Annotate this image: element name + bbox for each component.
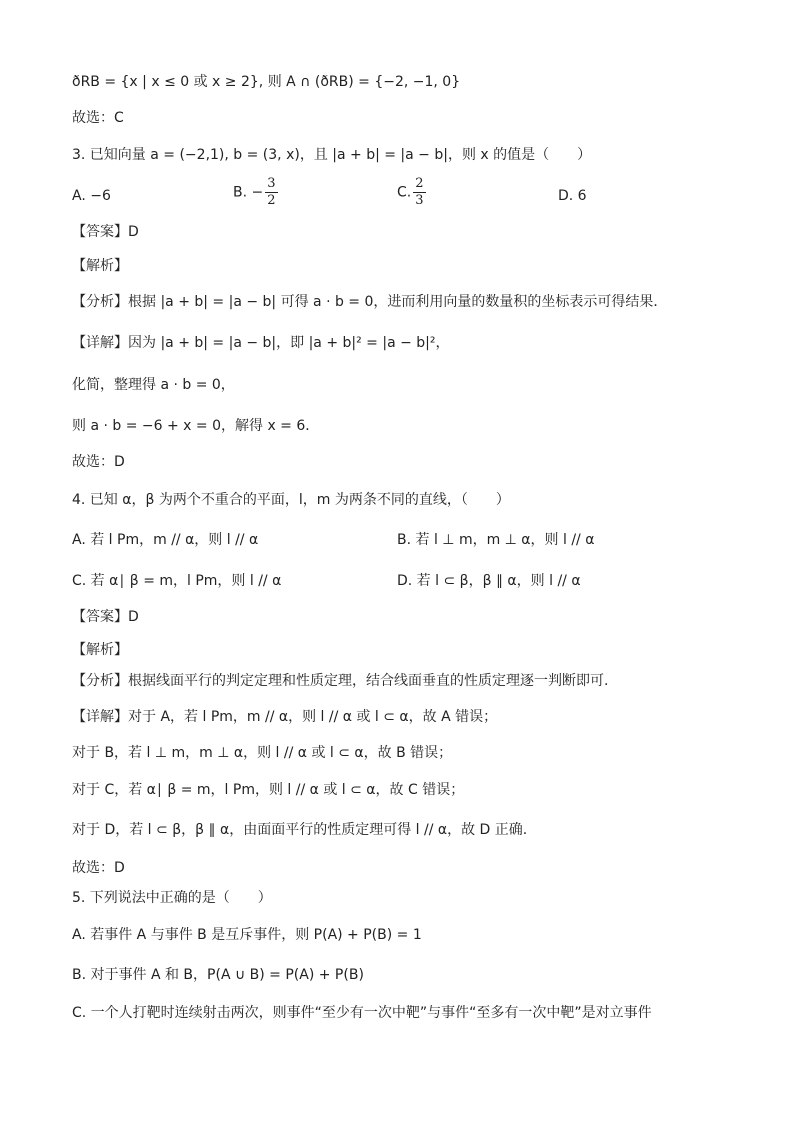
answer-choice-line: 故选：D — [72, 454, 125, 470]
fraction-numerator: 2 — [415, 176, 424, 191]
q4-option-d: D. 若 l ⊂ β，β ∥ α，则 l // α — [397, 573, 581, 589]
analysis-summary: 【分析】根据 |a + b| = |a − b| 可得 a · b = 0，进而利用向量的数量积的坐标表示可得结果． — [72, 294, 668, 310]
detailed-solution: 【详解】对于 A，若 l Pm，m // α，则 l // α 或 l ⊂ α，故 A 错误； — [72, 709, 498, 725]
fraction-numerator: 3 — [267, 176, 276, 191]
q3-option-c — [397, 176, 426, 209]
question-5-stem: 5. 下列说法中正确的是（ ） — [72, 890, 272, 906]
q3-option-a: A. −6 — [72, 188, 111, 204]
q4-option-a: A. 若 l Pm，m // α，则 l // α — [72, 532, 259, 548]
analysis-summary: 【分析】根据线面平行的判定定理和性质定理，结合线面垂直的性质定理逐一判断即可. — [72, 673, 609, 689]
answer-choice-line: 故选：D — [72, 860, 125, 876]
answer-choice-line: 故选：C — [72, 110, 124, 126]
solution-step: 对于 D，若 l ⊂ β，β ∥ α，由面面平行的性质定理可得 l // α，故 D 正确. — [72, 822, 528, 838]
fraction-denominator: 3 — [415, 193, 424, 208]
q5-option-c: C. 一个人打靶时连续射击两次，则事件“至少有一次中靶”与事件“至多有一次中靶”是对立事件 — [72, 1005, 652, 1021]
analysis-label: 【解析】 — [72, 258, 128, 274]
q3-option-c-fraction — [413, 176, 425, 209]
question-3-stem: 3. 已知向量 a = (−2,1), b = (3, x)，且 |a + b| = |a − b|，则 x 的值是（ ） — [72, 147, 592, 163]
set-complement-line: ðRB = {x | x ≤ 0 或 x ≥ 2}, 则 A ∩ (ðRB) = {−2, −1, 0} — [72, 74, 461, 90]
q3-option-d: D. 6 — [558, 188, 587, 204]
q3-option-b — [233, 176, 278, 209]
q4-option-b: B. 若 l ⊥ m，m ⊥ α，则 l // α — [397, 532, 595, 548]
question-4-stem: 4. 已知 α，β 为两个不重合的平面，l，m 为两条不同的直线，（ ） — [72, 492, 510, 508]
solution-step: 对于 C，若 α∣ β = m，l Pm，则 l // α 或 l ⊂ α，故 C 错误； — [72, 782, 465, 798]
q3-option-b-label: B. − — [233, 184, 264, 201]
q5-option-b: B. 对于事件 A 和 B，P(A ∪ B) = P(A) + P(B) — [72, 967, 364, 983]
solution-step: 化简，整理得 a · b = 0， — [72, 377, 235, 393]
solution-step: 则 a · b = −6 + x = 0，解得 x = 6． — [72, 418, 320, 434]
answer-label: 【答案】D — [72, 609, 139, 625]
q3-option-c-label: C. — [397, 184, 412, 201]
q4-option-c: C. 若 α∣ β = m，l Pm，则 l // α — [72, 573, 282, 589]
q3-option-b-fraction — [265, 176, 277, 209]
detailed-solution: 【详解】因为 |a + b| = |a − b|，即 |a + b|² = |a − b|²， — [72, 335, 450, 351]
solution-step: 对于 B，若 l ⊥ m，m ⊥ α，则 l // α 或 l ⊂ α，故 B 错误； — [72, 745, 453, 761]
fraction-denominator: 2 — [267, 193, 276, 208]
answer-label: 【答案】D — [72, 224, 139, 240]
q5-option-a: A. 若事件 A 与事件 B 是互斥事件，则 P(A) + P(B) = 1 — [72, 927, 422, 943]
analysis-label: 【解析】 — [72, 642, 128, 658]
